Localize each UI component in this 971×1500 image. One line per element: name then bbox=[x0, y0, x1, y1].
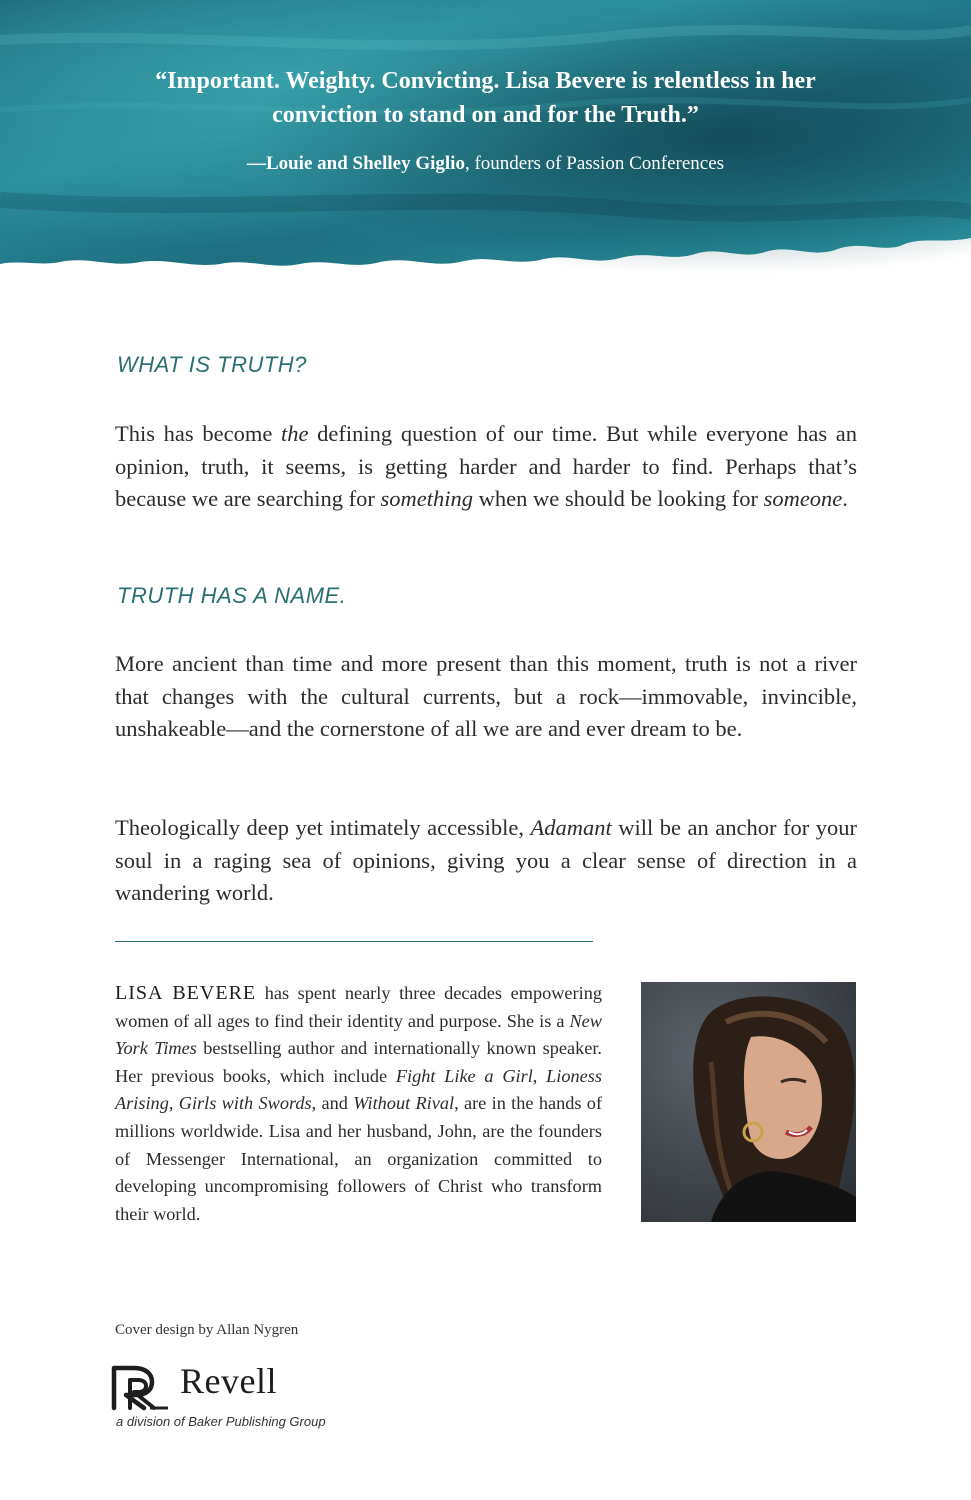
heading-truth-has-a-name: TRUTH HAS A NAME. bbox=[117, 583, 347, 608]
bio-book-girls-with-swords: Girls with Swords bbox=[178, 1093, 312, 1114]
intro-emphasis-someone: someone bbox=[763, 486, 843, 511]
bio-text-3: , bbox=[532, 1065, 547, 1086]
publisher-tagline: a division of Baker Publishing Group bbox=[116, 1414, 326, 1429]
intro-emphasis-the: the bbox=[280, 421, 309, 446]
endorser-names: —Louie and Shelley Giglio bbox=[246, 153, 465, 174]
bio-text-2: bestselling author and internationally known speaker. Her previous books, which include bbox=[115, 1038, 602, 1086]
publisher-logo bbox=[110, 1358, 430, 1438]
endorsement-banner bbox=[0, 0, 971, 275]
summary-paragraph bbox=[115, 812, 857, 910]
intro-text-3: when we should be looking for bbox=[472, 486, 764, 511]
bio-text-5: , and bbox=[311, 1093, 354, 1114]
endorser-role: , founders of Passion Conferences bbox=[464, 153, 725, 174]
summary-text-1: Theologically deep yet intimately accessible, bbox=[115, 815, 531, 840]
bio-book-lioness-arising: Lioness Arising bbox=[115, 1065, 602, 1114]
endorsement-attribution bbox=[0, 152, 971, 176]
endorsement-quote: “Important. Weighty. Convicting. Lisa Bevere is relentless in her conviction to stand on and for the Truth.” bbox=[155, 68, 816, 128]
publisher-name: Revell bbox=[180, 1361, 277, 1401]
bio-text-6: , are in the hands of millions worldwide. Lisa and her husband, John, are the founders of Messenger International, an organization committed to developing uncompromising followers of Christ who transform their world. bbox=[115, 1093, 603, 1224]
intro-text-4: . bbox=[842, 486, 848, 511]
heading-what-is-truth: WHAT IS TRUTH? bbox=[117, 352, 307, 377]
endorsement-quote-block bbox=[0, 64, 971, 176]
intro-emphasis-something: something bbox=[380, 486, 473, 511]
author-portrait-image bbox=[641, 982, 856, 1222]
author-bio bbox=[115, 980, 602, 1228]
intro-text-2: defining question of our time. But while everyone has an opinion, truth, it seems, is getting harder and harder to find. Perhaps that’s because we are searching for bbox=[115, 421, 857, 511]
cover-design-credit: Cover design by Allan Nygren bbox=[115, 1322, 299, 1338]
bio-text-4: , bbox=[168, 1093, 179, 1114]
author-name: LISA BEVERE bbox=[115, 982, 257, 1004]
summary-text-2: will be an anchor for your soul in a raging sea of opinions, giving you a clear sense of direction in a wandering world. bbox=[115, 815, 857, 905]
section-divider bbox=[115, 941, 593, 942]
truth-paragraph: More ancient than time and more present than this moment, truth is not a river that changes with the cultural currents, but a rock—immovable, invincible, unshakeable—and the cornerstone of all we are and ever dream to be. bbox=[115, 651, 857, 741]
bio-text-1: has spent nearly three decades empowering women of all ages to find their identity and purpose. She is a bbox=[115, 983, 602, 1031]
book-title-adamant: Adamant bbox=[530, 815, 612, 840]
revell-r-icon bbox=[110, 1362, 174, 1412]
bio-book-without-rival: Without Rival bbox=[353, 1093, 455, 1114]
intro-paragraph bbox=[115, 418, 857, 516]
bio-book-fight-like-a-girl: Fight Like a Girl bbox=[395, 1065, 533, 1086]
intro-text-1: This has become bbox=[115, 421, 281, 446]
author-photo bbox=[641, 982, 856, 1222]
bio-emphasis-nyt: New York Times bbox=[115, 1010, 602, 1059]
